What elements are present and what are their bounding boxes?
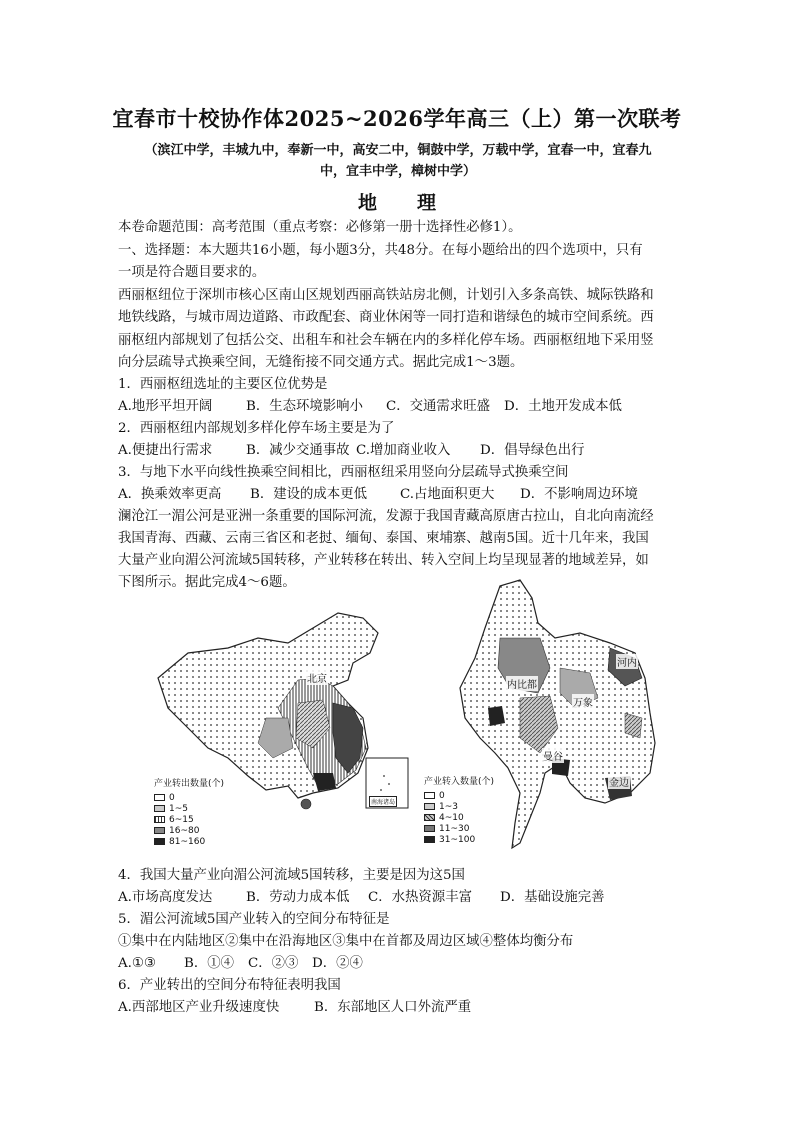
map-inset-label: 南海诸岛: [369, 796, 397, 807]
map-label-bangkok: 曼谷: [542, 748, 564, 763]
option-d[interactable]: D．基础设施完善: [500, 890, 605, 905]
legend-item: 0: [439, 790, 445, 801]
map-legend-in: [424, 774, 494, 845]
section-instruction-1: 一、选择题：本大题共16小题，每小题3分，共48分。在每小题给出的四个选项中，只有: [118, 243, 643, 258]
legend-title: 产业转入数量(个): [424, 777, 495, 787]
question-1-options: [118, 397, 678, 417]
option-b[interactable]: B．建设的成本更低: [250, 487, 367, 502]
passage2-line: 大量产业向湄公河流域5国转移，产业转移在转出、转入空间上均呈现显著的地域差异，如: [118, 553, 649, 568]
legend-item: 81~160: [169, 836, 206, 847]
passage2-line: 下图所示。据此完成4～6题。: [118, 575, 296, 590]
option-a[interactable]: A.地形平坦开阔: [118, 399, 213, 414]
passage1-line: 丽枢纽内部规划了包括公交、出租车和社会车辆在内的多样化停车场。西丽枢纽地下采用竖: [118, 333, 654, 348]
option-b[interactable]: B．东部地区人口外流严重: [314, 1000, 472, 1015]
legend-item: 16~80: [169, 825, 200, 836]
section-instruction-2: 一项是符合题目要求的。: [118, 265, 266, 280]
legend-item: 1~5: [169, 803, 188, 814]
option-d[interactable]: D．倡导绿色出行: [480, 443, 585, 458]
question-2-options: [118, 441, 678, 461]
legend-item: 11~30: [439, 823, 470, 834]
option-a[interactable]: A.市场高度发达: [118, 890, 213, 905]
passage1-line: 向分层疏导式换乘空间，无缝衔接不同交通方式。据此完成1～3题。: [118, 355, 524, 370]
option-d[interactable]: D．土地开发成本低: [504, 399, 622, 414]
option-a[interactable]: A.便捷出行需求: [118, 443, 213, 458]
legend-item: 6~15: [169, 814, 194, 825]
legend-item: 31~100: [439, 834, 476, 845]
map-label-vientiane: 万象: [572, 694, 594, 709]
option-c[interactable]: C.增加商业收入: [356, 443, 451, 458]
option-b[interactable]: B．劳动力成本低: [246, 890, 350, 905]
question-4-options: [118, 888, 678, 908]
option-b[interactable]: B．生态环境影响小: [246, 399, 363, 414]
question-3-stem: 3．与地下水平向线性换乘空间相比，西丽枢纽采用竖向分层疏导式换乘空间: [118, 465, 569, 480]
question-2-stem: 2．西丽枢纽内部规划多样化停车场主要是为了: [118, 421, 395, 436]
map-label-beijing: 北京: [306, 670, 328, 685]
passage1-line: 西丽枢纽位于深圳市核心区南山区规划西丽高铁站房北侧，计划引入多条高铁、城际铁路和: [118, 288, 654, 303]
schools-line-2: 中，宜丰中学，樟树中学）: [319, 164, 476, 179]
exam-scope: 本卷命题范围：高考范围（重点考察：必修第一册十选择性必修1）。: [118, 220, 522, 235]
question-3-options: [118, 485, 678, 505]
passage2-line: 我国青海、西藏、云南三省区和老挝、缅甸、泰国、柬埔寨、越南5国。近十几年来，我国: [118, 531, 649, 546]
option-d[interactable]: D．不影响周边环境: [520, 487, 638, 502]
legend-item: 4~10: [439, 812, 464, 823]
option-a[interactable]: A.①③: [118, 956, 156, 971]
map-label-hanoi: 河内: [616, 654, 638, 669]
legend-item: 1~3: [439, 801, 458, 812]
question-6-options: [118, 998, 678, 1018]
option-c[interactable]: C．②③: [248, 956, 299, 971]
option-c[interactable]: C.占地面积更大: [400, 487, 495, 502]
passage1-line: 地铁线路，与城市周边道路、市政配套、商业休闲等一同打造和谐绿色的城市空间系统。西: [118, 310, 654, 325]
question-4-stem: 4．我国大量产业向湄公河流域5国转移，主要是因为这5国: [118, 868, 465, 883]
option-a[interactable]: A.西部地区产业升级速度快: [118, 1000, 280, 1015]
legend-title: 产业转出数量(个): [154, 779, 225, 789]
option-b[interactable]: B．减少交通事故: [246, 443, 350, 458]
question-5-options: [118, 954, 678, 974]
map-legend-out: [154, 776, 224, 847]
question-6-stem: 6．产业转出的空间分布特征表明我国: [118, 978, 341, 993]
question-1-stem: 1．西丽枢纽选址的主要区位优势是: [118, 377, 328, 392]
china-map-icon: [148, 608, 418, 847]
subject-heading: 地理: [357, 192, 476, 214]
option-a[interactable]: A．换乘效率更高: [118, 487, 222, 502]
passage2-line: 澜沧江一湄公河是亚洲一条重要的国际河流，发源于我国青藏高原唐古拉山，自北向南流经: [118, 509, 654, 524]
map-label-naypyidaw: 内比都: [506, 676, 538, 691]
mekong-map-icon: [420, 578, 675, 860]
page-title: 宜春市十校协作体2025~2026学年高三（上）第一次联考: [112, 106, 682, 131]
participating-schools: [118, 140, 678, 182]
option-c[interactable]: C．水热资源丰富: [368, 890, 472, 905]
option-c[interactable]: C．交通需求旺盛: [386, 399, 490, 414]
map-label-phnom-penh: 金边: [608, 774, 630, 789]
schools-line-1: （滨江中学，丰城九中，奉新一中，高安二中，铜鼓中学，万载中学，宜春一中，宜春九: [144, 143, 652, 158]
question-5-stem: 5．湄公河流域5国产业转入的空间分布特征是: [118, 912, 390, 927]
legend-item: 0: [169, 792, 175, 803]
option-d[interactable]: D．②④: [312, 956, 363, 971]
question-5-statements: ①集中在内陆地区②集中在沿海地区③集中在首都及周边区域④整体均衡分布: [118, 934, 574, 949]
option-b[interactable]: B．①④: [184, 956, 235, 971]
